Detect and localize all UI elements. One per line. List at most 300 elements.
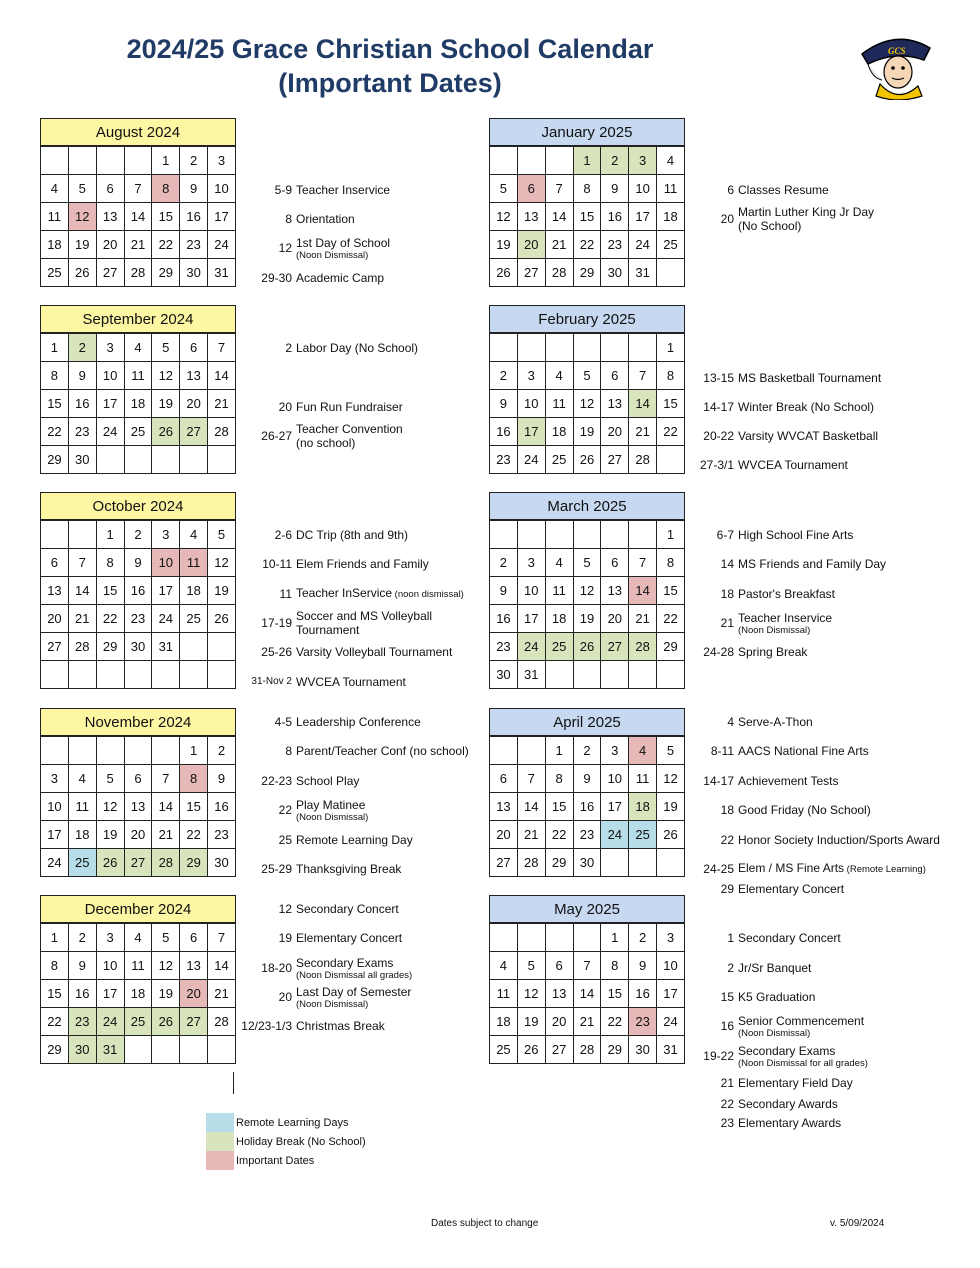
- event-item: [690, 205, 875, 233]
- day-cell: 24: [629, 231, 657, 259]
- event-date: 22: [278, 803, 292, 817]
- day-cell: 31: [657, 1036, 685, 1064]
- day-cell: 7: [517, 765, 545, 793]
- day-cell: [573, 924, 601, 952]
- week-row: [490, 362, 685, 390]
- day-cell: [124, 661, 152, 689]
- table-edge-line: [233, 1072, 234, 1094]
- event-title: MS Friends and Family Day: [738, 557, 887, 571]
- day-cell: [545, 661, 573, 689]
- day-cell: 12: [152, 952, 180, 980]
- event-date: 22-23: [261, 774, 292, 788]
- month-header: April 2025: [489, 708, 685, 736]
- event-title: Elementary Field Day: [738, 1076, 853, 1090]
- event-date: 2: [285, 341, 292, 355]
- month-header: January 2025: [489, 118, 685, 146]
- event-item: [240, 984, 412, 1010]
- day-cell: 31: [152, 633, 180, 661]
- event-title: School Play: [296, 774, 360, 788]
- day-cell: 27: [96, 259, 124, 287]
- day-cell: 19: [208, 577, 236, 605]
- month-grid: [489, 736, 685, 877]
- event-item: [240, 643, 452, 661]
- event-date: 19: [278, 931, 292, 945]
- day-cell: 27: [601, 446, 629, 474]
- day-cell: 2: [490, 549, 518, 577]
- day-cell: 25: [490, 1036, 518, 1064]
- day-cell: [68, 737, 96, 765]
- day-cell: 9: [490, 577, 518, 605]
- day-cell: 31: [208, 259, 236, 287]
- day-cell: 20: [124, 821, 152, 849]
- day-cell: 20: [96, 231, 124, 259]
- week-row: [41, 765, 236, 793]
- week-row: [490, 203, 685, 231]
- day-cell: 24: [517, 446, 545, 474]
- day-cell: 29: [180, 849, 208, 877]
- event-title: DC Trip (8th and 9th): [296, 528, 409, 542]
- day-cell: [657, 661, 685, 689]
- day-cell: 23: [208, 821, 236, 849]
- event-title: MS Basketball Tournament: [738, 371, 882, 385]
- month-calendar: [40, 305, 236, 474]
- day-cell: 28: [208, 418, 236, 446]
- day-cell: 11: [545, 577, 573, 605]
- day-cell: [601, 521, 629, 549]
- day-cell: 4: [629, 737, 657, 765]
- event-item: [690, 369, 881, 387]
- day-cell: 27: [601, 633, 629, 661]
- day-cell: [180, 661, 208, 689]
- day-cell: [68, 661, 96, 689]
- day-cell: 12: [573, 577, 601, 605]
- day-cell: 1: [41, 334, 69, 362]
- day-cell: 31: [96, 1036, 124, 1064]
- day-cell: 5: [96, 765, 124, 793]
- month-grid: [40, 146, 236, 287]
- day-cell: 4: [657, 147, 685, 175]
- event-title: Varsity WVCAT Basketball: [738, 429, 879, 443]
- day-cell: 2: [601, 147, 629, 175]
- event-title: Secondary Exams (Noon Dismissal all grades): [296, 955, 413, 981]
- day-cell: 22: [601, 1008, 629, 1036]
- day-cell: 8: [545, 765, 573, 793]
- day-cell: 8: [573, 175, 601, 203]
- event-title: Secondary Concert: [738, 931, 841, 945]
- day-cell: 29: [41, 446, 69, 474]
- day-cell: [517, 147, 545, 175]
- event-date: 19-22: [703, 1049, 734, 1063]
- day-cell: 8: [152, 175, 180, 203]
- legend-label: Important Dates: [236, 1154, 315, 1167]
- day-cell: 6: [124, 765, 152, 793]
- event-item: [690, 1013, 865, 1039]
- day-cell: [152, 737, 180, 765]
- event-date: 22: [720, 833, 734, 847]
- day-cell: 25: [545, 446, 573, 474]
- day-cell: [545, 521, 573, 549]
- day-cell: 14: [152, 793, 180, 821]
- day-cell: 18: [124, 390, 152, 418]
- day-cell: 17: [96, 390, 124, 418]
- event-date: 25-29: [261, 862, 292, 876]
- week-row: [41, 605, 236, 633]
- week-row: [41, 203, 236, 231]
- event-date: 13-15: [703, 371, 734, 385]
- day-cell: 9: [180, 175, 208, 203]
- day-cell: 14: [545, 203, 573, 231]
- day-cell: 29: [545, 849, 573, 877]
- day-cell: 19: [657, 793, 685, 821]
- day-cell: 31: [517, 661, 545, 689]
- day-cell: 21: [517, 821, 545, 849]
- event-date: 8: [285, 744, 292, 758]
- day-cell: 4: [490, 952, 518, 980]
- day-cell: 28: [152, 849, 180, 877]
- week-row: [41, 549, 236, 577]
- day-cell: 28: [545, 259, 573, 287]
- event-title: Orientation: [296, 212, 355, 226]
- day-cell: 17: [96, 980, 124, 1008]
- day-cell: 1: [41, 924, 69, 952]
- day-cell: [41, 147, 69, 175]
- event-item: [690, 1043, 868, 1069]
- day-cell: 21: [152, 821, 180, 849]
- event-date: 2: [727, 961, 734, 975]
- week-row: [490, 549, 685, 577]
- day-cell: 2: [573, 737, 601, 765]
- event-item: [690, 831, 940, 849]
- day-cell: 13: [180, 952, 208, 980]
- day-cell: 25: [41, 259, 69, 287]
- day-cell: 30: [180, 259, 208, 287]
- event-date: 8: [285, 212, 292, 226]
- event-title: Teacher Inservice: [296, 183, 391, 197]
- day-cell: 21: [124, 231, 152, 259]
- day-cell: 28: [208, 1008, 236, 1036]
- event-subtext: (Noon Dismissal): [296, 811, 369, 823]
- week-row: [490, 661, 685, 689]
- month-header: October 2024: [40, 492, 236, 520]
- month-header: March 2025: [489, 492, 685, 520]
- event-title: Teacher InService (noon dismissal): [296, 586, 464, 600]
- event-date: 8-11: [710, 744, 734, 758]
- day-cell: 7: [152, 765, 180, 793]
- day-cell: 24: [96, 1008, 124, 1036]
- day-cell: 19: [152, 980, 180, 1008]
- month-calendar: [40, 895, 236, 1064]
- event-title: Elementary Concert: [738, 882, 845, 896]
- day-cell: 28: [517, 849, 545, 877]
- page-title-line1: 2024/25 Grace Christian School Calendar: [126, 34, 654, 64]
- event-title: Christmas Break: [296, 1019, 385, 1033]
- day-cell: 12: [517, 980, 545, 1008]
- day-cell: [601, 334, 629, 362]
- day-cell: 7: [573, 952, 601, 980]
- day-cell: 4: [180, 521, 208, 549]
- event-title: Parent/Teacher Conf (no school): [296, 744, 469, 758]
- event-title: Senior Commencement (Noon Dismissal): [738, 1013, 865, 1039]
- day-cell: 17: [629, 203, 657, 231]
- day-cell: 23: [490, 633, 518, 661]
- legend-item-remote: [206, 1113, 366, 1132]
- day-cell: 15: [545, 793, 573, 821]
- day-cell: 3: [601, 737, 629, 765]
- week-row: [41, 231, 236, 259]
- event-date: 14-17: [703, 400, 734, 414]
- day-cell: 3: [517, 362, 545, 390]
- event-item: [690, 585, 835, 603]
- event-date: 2-6: [274, 528, 292, 542]
- week-row: [41, 418, 236, 446]
- day-cell: 21: [573, 1008, 601, 1036]
- event-date: 1: [727, 931, 734, 945]
- week-row: [490, 334, 685, 362]
- day-cell: 5: [573, 549, 601, 577]
- day-cell: 24: [657, 1008, 685, 1036]
- day-cell: 4: [68, 765, 96, 793]
- day-cell: 21: [208, 980, 236, 1008]
- day-cell: 4: [545, 549, 573, 577]
- week-row: [41, 147, 236, 175]
- day-cell: 28: [68, 633, 96, 661]
- day-cell: [96, 661, 124, 689]
- day-cell: 22: [545, 821, 573, 849]
- day-cell: 13: [490, 793, 518, 821]
- day-cell: [629, 521, 657, 549]
- day-cell: 26: [152, 1008, 180, 1036]
- day-cell: 30: [68, 1036, 96, 1064]
- day-cell: 4: [41, 175, 69, 203]
- day-cell: 4: [124, 334, 152, 362]
- day-cell: 3: [152, 521, 180, 549]
- day-cell: 3: [96, 334, 124, 362]
- day-cell: 23: [629, 1008, 657, 1036]
- day-cell: 20: [601, 605, 629, 633]
- day-cell: 6: [41, 549, 69, 577]
- event-date: 25: [278, 833, 292, 847]
- month-grid: [489, 146, 685, 287]
- day-cell: 25: [629, 821, 657, 849]
- event-item: [240, 929, 402, 947]
- day-cell: 16: [601, 203, 629, 231]
- day-cell: [517, 737, 545, 765]
- event-item: [690, 959, 811, 977]
- patriot-mascot-logo: [858, 34, 934, 100]
- event-item: [240, 181, 390, 199]
- day-cell: [629, 849, 657, 877]
- event-title: Fun Run Fundraiser: [296, 400, 403, 414]
- day-cell: 20: [180, 390, 208, 418]
- event-item: [690, 181, 829, 199]
- day-cell: 8: [41, 362, 69, 390]
- day-cell: 3: [96, 924, 124, 952]
- day-cell: [517, 334, 545, 362]
- event-item: [690, 772, 839, 790]
- week-row: [41, 1008, 236, 1036]
- day-cell: 29: [96, 633, 124, 661]
- month-header: May 2025: [489, 895, 685, 923]
- day-cell: 22: [152, 231, 180, 259]
- day-cell: [96, 737, 124, 765]
- day-cell: 26: [96, 849, 124, 877]
- event-date: 23: [720, 1116, 734, 1130]
- week-row: [490, 924, 685, 952]
- day-cell: 25: [124, 1008, 152, 1036]
- day-cell: 1: [657, 521, 685, 549]
- month-calendar: [489, 492, 685, 689]
- day-cell: 7: [208, 334, 236, 362]
- event-item: [690, 801, 871, 819]
- day-cell: 25: [180, 605, 208, 633]
- day-cell: [152, 446, 180, 474]
- event-subtext: (Noon Dismissal): [738, 1027, 811, 1039]
- day-cell: 26: [573, 633, 601, 661]
- day-cell: 29: [41, 1036, 69, 1064]
- day-cell: 9: [573, 765, 601, 793]
- day-cell: 18: [180, 577, 208, 605]
- day-cell: [180, 446, 208, 474]
- event-title: K5 Graduation: [738, 990, 816, 1004]
- event-title: Jr/Sr Banquet: [738, 961, 812, 975]
- event-item: [240, 210, 355, 228]
- event-date: 18: [720, 587, 734, 601]
- day-cell: [490, 147, 518, 175]
- event-title: AACS National Fine Arts: [738, 744, 869, 758]
- day-cell: [180, 1036, 208, 1064]
- day-cell: 12: [68, 203, 96, 231]
- event-item: [240, 673, 406, 691]
- day-cell: 8: [657, 549, 685, 577]
- event-date: 5-9: [274, 183, 292, 197]
- legend: [206, 1113, 366, 1170]
- event-title: Secondary Awards: [738, 1097, 838, 1111]
- event-date: 4-5: [274, 715, 292, 729]
- legend-item-holiday: [206, 1132, 366, 1151]
- event-subtext: Tournament: [296, 623, 360, 637]
- week-row: [490, 231, 685, 259]
- day-cell: 17: [517, 605, 545, 633]
- day-cell: [208, 446, 236, 474]
- event-title: Thanksgiving Break: [296, 862, 402, 876]
- day-cell: [124, 446, 152, 474]
- month-header: December 2024: [40, 895, 236, 923]
- day-cell: 30: [490, 661, 518, 689]
- day-cell: 17: [517, 418, 545, 446]
- week-row: [41, 521, 236, 549]
- event-item: [240, 339, 418, 357]
- day-cell: 21: [629, 605, 657, 633]
- event-title: Good Friday (No School): [738, 803, 871, 817]
- day-cell: 16: [68, 980, 96, 1008]
- day-cell: 11: [180, 549, 208, 577]
- event-date: 20: [278, 400, 292, 414]
- event-date: 21: [720, 616, 734, 630]
- day-cell: 6: [517, 175, 545, 203]
- day-cell: 10: [41, 793, 69, 821]
- day-cell: 18: [68, 821, 96, 849]
- day-cell: [41, 737, 69, 765]
- event-item: [240, 797, 369, 823]
- day-cell: 8: [41, 952, 69, 980]
- month-grid: [489, 333, 685, 474]
- event-title: Classes Resume: [738, 183, 829, 197]
- day-cell: 11: [629, 765, 657, 793]
- day-cell: [96, 147, 124, 175]
- day-cell: [657, 446, 685, 474]
- week-row: [490, 1008, 685, 1036]
- month-calendar: [489, 895, 685, 1064]
- event-date: 20-22: [703, 429, 734, 443]
- day-cell: 22: [657, 418, 685, 446]
- event-title: Elementary Awards: [738, 1116, 842, 1130]
- event-date: 14: [720, 557, 734, 571]
- day-cell: 25: [124, 418, 152, 446]
- day-cell: 9: [490, 390, 518, 418]
- day-cell: 3: [657, 924, 685, 952]
- event-note: (Remote Learning): [844, 864, 926, 875]
- week-row: [41, 924, 236, 952]
- event-title: Secondary Concert: [296, 902, 399, 916]
- event-item: [690, 929, 841, 947]
- event-item: [240, 609, 433, 637]
- day-cell: 26: [490, 259, 518, 287]
- day-cell: 30: [573, 849, 601, 877]
- day-cell: 9: [208, 765, 236, 793]
- day-cell: 6: [490, 765, 518, 793]
- day-cell: 30: [124, 633, 152, 661]
- day-cell: 2: [68, 924, 96, 952]
- day-cell: 15: [152, 203, 180, 231]
- day-cell: [490, 521, 518, 549]
- day-cell: 26: [68, 259, 96, 287]
- legend-swatch-holiday: [206, 1132, 234, 1151]
- event-title: Elem / MS Fine Arts (Remote Learning): [738, 861, 926, 875]
- legend-label: Remote Learning Days: [236, 1116, 349, 1129]
- day-cell: 10: [629, 175, 657, 203]
- event-date: 27-3/1: [699, 458, 734, 472]
- day-cell: 11: [545, 390, 573, 418]
- day-cell: 1: [152, 147, 180, 175]
- day-cell: 23: [68, 418, 96, 446]
- footer-version: v. 5/09/2024: [830, 1218, 885, 1229]
- event-item: [240, 555, 429, 573]
- day-cell: [545, 334, 573, 362]
- week-row: [490, 446, 685, 474]
- day-cell: 5: [517, 952, 545, 980]
- day-cell: 13: [545, 980, 573, 1008]
- day-cell: 23: [124, 605, 152, 633]
- day-cell: 1: [601, 924, 629, 952]
- day-cell: 14: [208, 952, 236, 980]
- logo-text: GCS: [888, 46, 906, 56]
- day-cell: 19: [96, 821, 124, 849]
- event-item: [690, 1114, 841, 1132]
- day-cell: 15: [601, 980, 629, 1008]
- event-title: Elementary Concert: [296, 931, 403, 945]
- day-cell: [124, 147, 152, 175]
- event-title: Secondary Exams (Noon Dismissal for all grades): [738, 1043, 868, 1069]
- day-cell: 12: [573, 390, 601, 418]
- event-title: Last Day of Semester (Noon Dismissal): [296, 984, 412, 1010]
- day-cell: 26: [517, 1036, 545, 1064]
- day-cell: 18: [629, 793, 657, 821]
- day-cell: [545, 924, 573, 952]
- day-cell: 22: [41, 418, 69, 446]
- week-row: [490, 390, 685, 418]
- event-date: 24-25: [703, 862, 734, 876]
- day-cell: 9: [601, 175, 629, 203]
